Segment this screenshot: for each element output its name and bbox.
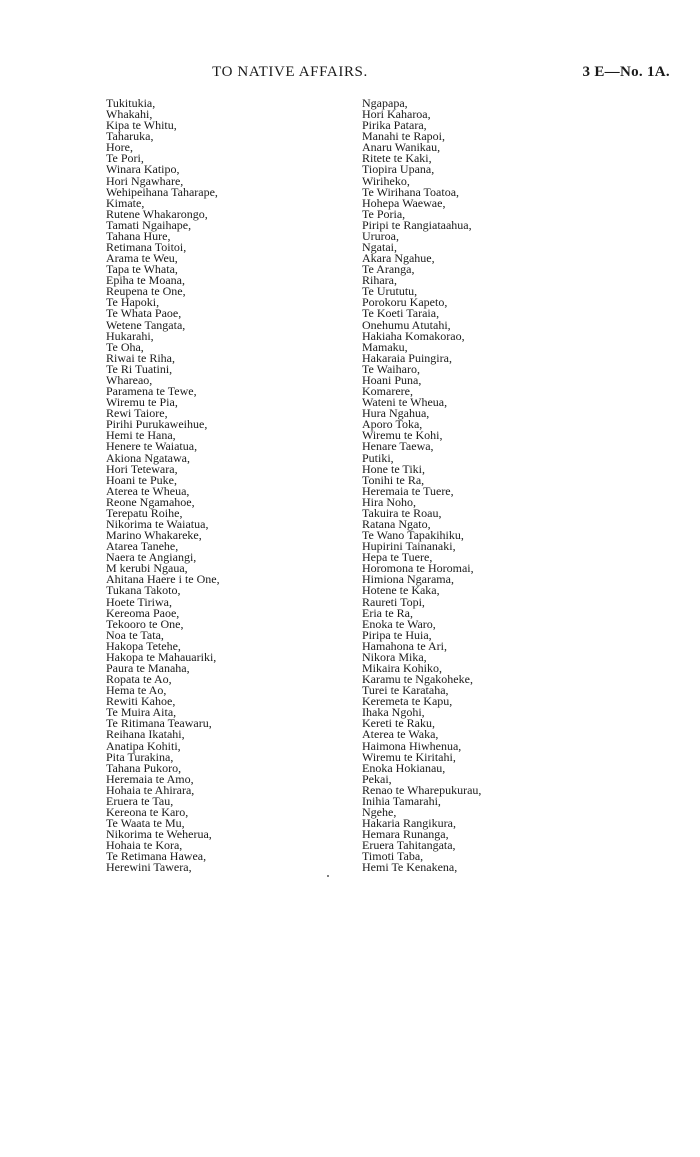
name-entry: Ururoa, <box>362 228 399 243</box>
name-entry: Aterea te Waka, <box>362 727 439 742</box>
name-entry: Whakahi, <box>106 107 153 122</box>
name-entry: Kimate, <box>106 195 145 210</box>
name-entry: Wehipeihana Taharape, <box>106 184 218 199</box>
name-entry: Te Muira Aita, <box>106 705 177 720</box>
name-entry: Wiremu te Kohi, <box>362 428 443 443</box>
name-entry: Hepa te Tuere, <box>362 550 433 565</box>
name-entry: Henare Taewa, <box>362 439 434 454</box>
name-entry: Manahi te Rapoi, <box>362 129 445 144</box>
name-entry: Winara Katipo, <box>106 162 180 177</box>
name-entry: Hakopa Tetehe, <box>106 638 181 653</box>
name-entry: Enoka te Waro, <box>362 616 436 631</box>
name-entry: Hone te Tiki, <box>362 461 426 476</box>
name-entry: Haimona Hiwhenua, <box>362 738 462 753</box>
name-entry: Takuira te Roau, <box>362 505 442 520</box>
name-entry: Hira Noho, <box>362 494 416 509</box>
name-entry: Eruera te Tau, <box>106 793 174 808</box>
name-entry: Te Retimana Hawea, <box>106 849 207 864</box>
name-entry: Ngatai, <box>362 240 397 255</box>
name-entry: Keremeta te Kapu, <box>362 694 453 709</box>
name-entry: Hakaraia Puingira, <box>362 350 452 365</box>
name-entry: Wiremu te Kiritahi, <box>362 749 456 764</box>
name-entry: Aporo Toka, <box>362 417 423 432</box>
name-entry: Anatipa Kohiti, <box>106 738 181 753</box>
name-entry: Riwai te Riha, <box>106 350 175 365</box>
name-entry: Te Ritimana Teawaru, <box>106 716 212 731</box>
name-entry: Te Waata te Mu, <box>106 816 185 831</box>
name-entry: Hema te Ao, <box>106 683 167 698</box>
name-entry: Ngehe, <box>362 805 397 819</box>
name-entry: Kereona te Karo, <box>106 805 189 819</box>
name-entry: Te Wano Tapakihiku, <box>362 528 464 543</box>
name-entry: Mikaira Kohiko, <box>362 660 442 675</box>
name-entry: Ritete te Kaki, <box>362 151 432 166</box>
name-entry: Ngapapa, <box>362 96 408 110</box>
name-entry: Hakaria Rangikura, <box>362 816 456 831</box>
name-entry: Rutene Whakarongo, <box>106 206 208 221</box>
name-entry: Hamahona te Ari, <box>362 638 447 653</box>
name-entry: Himiona Ngarama, <box>362 572 454 587</box>
name-entry: Karamu te Ngakoheke, <box>362 672 473 687</box>
name-entry: Epiha te Moana, <box>106 273 185 288</box>
name-entry: Whareao, <box>106 372 153 387</box>
name-entry: Wetene Tangata, <box>106 317 186 332</box>
name-entry: Tahana Hure, <box>106 228 171 243</box>
name-entry: Timoti Taba, <box>362 849 424 864</box>
name-entry: Hohaia te Kora, <box>106 838 183 853</box>
name-entry: Eria te Ra, <box>362 605 413 620</box>
name-entry: Paramena te Tewe, <box>106 384 197 399</box>
name-entry: Retimana Toitoi, <box>106 240 187 255</box>
name-entry: Pirika Patara, <box>362 118 427 133</box>
name-entry: Te Hapoki, <box>106 295 160 310</box>
name-entry: Wateni te Wheua, <box>362 395 448 410</box>
name-entry: Henere te Waiatua, <box>106 439 198 454</box>
name-entry: Rewi Taiore, <box>106 406 168 421</box>
name-entry: Akara Ngahue, <box>362 251 435 266</box>
name-entry: Porokoru Kapeto, <box>362 295 448 310</box>
name-entry: Kereoma Paoe, <box>106 605 180 620</box>
name-entry: Te Pori, <box>106 151 144 166</box>
name-entry: Taharuka, <box>106 129 154 144</box>
name-entry: Ropata te Ao, <box>106 672 172 687</box>
name-entry: Piripa te Huia, <box>362 627 432 642</box>
name-entry: Nikora Mika, <box>362 649 427 664</box>
name-entry: Nikorima te Waiatua, <box>106 516 209 531</box>
name-entry: M kerubi Ngaua, <box>106 561 188 576</box>
name-entry: Ihaka Ngohi, <box>362 705 425 720</box>
name-entry: Tahana Pukoro, <box>106 760 182 775</box>
name-entry: Wiriheko, <box>362 173 410 188</box>
name-entry: Ratana Ngato, <box>362 516 431 531</box>
name-entry: Tiopira Upana, <box>362 162 435 177</box>
name-entry: Te Poria, <box>362 206 406 221</box>
name-entry: Akiona Ngatawa, <box>106 450 190 465</box>
name-entry: Inihia Tamarahi, <box>362 793 441 808</box>
name-entry: Hoani te Puke, <box>106 472 177 487</box>
name-entry: Tekooro te One, <box>106 616 184 631</box>
name-entry: Nikorima te Weherua, <box>106 827 212 842</box>
name-entry: Hohepa Waewae, <box>362 195 446 210</box>
name-entry: Aterea te Wheua, <box>106 483 190 498</box>
name-entry: Enoka Hokianau, <box>362 760 446 775</box>
name-entry: Marino Whakareke, <box>106 528 202 543</box>
name-entry: Tapa te Whata, <box>106 262 178 277</box>
name-entry: Reihana Ikatahi, <box>106 727 185 742</box>
name-entry: Hura Ngahua, <box>362 406 430 421</box>
name-entry: Pekai, <box>362 771 392 786</box>
name-entry: Hemi te Hana, <box>106 428 176 443</box>
name-entry: Tukitukia, <box>106 96 156 110</box>
name-entry: Renao te Wharepukurau, <box>362 782 482 797</box>
name-entry: Ahitana Haere i te One, <box>106 572 220 587</box>
name-entry: Hemi Te Kenakena, <box>362 860 458 875</box>
name-entry: Hotene te Kaka, <box>362 583 440 598</box>
name-entry: Mamaku, <box>362 339 408 354</box>
name-entry: Eruera Tahitangata, <box>362 838 456 853</box>
name-entry: Onehumu Atutahi, <box>362 317 451 332</box>
page-title: TO NATIVE AFFAIRS. <box>212 64 368 80</box>
name-entry: Hakiaha Komakorao, <box>362 328 465 343</box>
name-entry: Te Wirihana Toatoa, <box>362 184 460 199</box>
name-entry: Te Aranga, <box>362 262 415 277</box>
print-speck <box>327 875 329 877</box>
name-entry: Hakopa te Mahauariki, <box>106 649 217 664</box>
name-entry: Komarere, <box>362 384 413 399</box>
name-entry: Te Whata Paoe, <box>106 306 182 321</box>
name-entry: Hoete Tiriwa, <box>106 594 172 609</box>
name-entry: Horomona te Horomai, <box>362 561 474 576</box>
name-entry: Rihara, <box>362 273 397 288</box>
name-entry: Hemara Runanga, <box>362 827 449 842</box>
name-entry: Paura te Manaha, <box>106 660 190 675</box>
name-entry: Reone Ngamahoe, <box>106 494 195 509</box>
name-entry: Piripi te Rangiataahua, <box>362 217 472 232</box>
name-entry: Raureti Topi, <box>362 594 425 609</box>
name-entry: Turei te Karataha, <box>362 683 449 698</box>
name-entry: Hupirini Tainanaki, <box>362 539 456 554</box>
name-entry: Terepatu Roihe, <box>106 505 183 520</box>
name-entry: Pirihi Purukaweihue, <box>106 417 208 432</box>
name-entry: Arama te Weu, <box>106 251 178 266</box>
name-entry: Hohaia te Ahirara, <box>106 782 195 797</box>
name-entry: Hoani Puna, <box>362 372 422 387</box>
names-column-right <box>362 98 481 873</box>
name-entry: Tamati Ngaihape, <box>106 217 192 232</box>
name-entry: Hore, <box>106 140 133 155</box>
name-entry: Hori Tetewara, <box>106 461 178 476</box>
name-entry: Naera te Angiangi, <box>106 550 197 565</box>
page-reference: 3 E—No. 1A. <box>582 64 670 80</box>
name-entry: Te Ri Tuatini, <box>106 361 173 376</box>
name-entry: Kereti te Raku, <box>362 716 435 731</box>
name-entry: Heremaia te Tuere, <box>362 483 454 498</box>
names-column-left <box>106 98 220 873</box>
name-entry: Noa te Tata, <box>106 627 164 642</box>
name-entry: Reupena te One, <box>106 284 186 299</box>
name-entry: Te Koeti Taraia, <box>362 306 440 321</box>
name-entry: Putiki, <box>362 450 394 465</box>
name-entry: Te Waiharo, <box>362 361 420 376</box>
name-entry: Heremaia te Amo, <box>106 771 194 786</box>
name-entry: Anaru Wanikau, <box>362 140 441 155</box>
name-entry: Kipa te Whitu, <box>106 118 177 133</box>
name-entry: Pita Turakina, <box>106 749 174 764</box>
name-entry: Tukana Takoto, <box>106 583 181 598</box>
name-entry: Tonihi te Ra, <box>362 472 425 487</box>
name-entry: Wiremu te Pia, <box>106 395 178 410</box>
name-entry: Hukarahi, <box>106 328 154 343</box>
name-entry: Herewini Tawera, <box>106 860 192 875</box>
name-entry: Hori Kaharoa, <box>362 107 431 122</box>
name-entry: Atarea Tanehe, <box>106 539 179 554</box>
name-entry: Te Urututu, <box>362 284 418 299</box>
name-entry: Hori Ngawhare, <box>106 173 184 188</box>
name-entry: Rewiti Kahoe, <box>106 694 176 709</box>
name-entry: Te Oha, <box>106 339 144 354</box>
